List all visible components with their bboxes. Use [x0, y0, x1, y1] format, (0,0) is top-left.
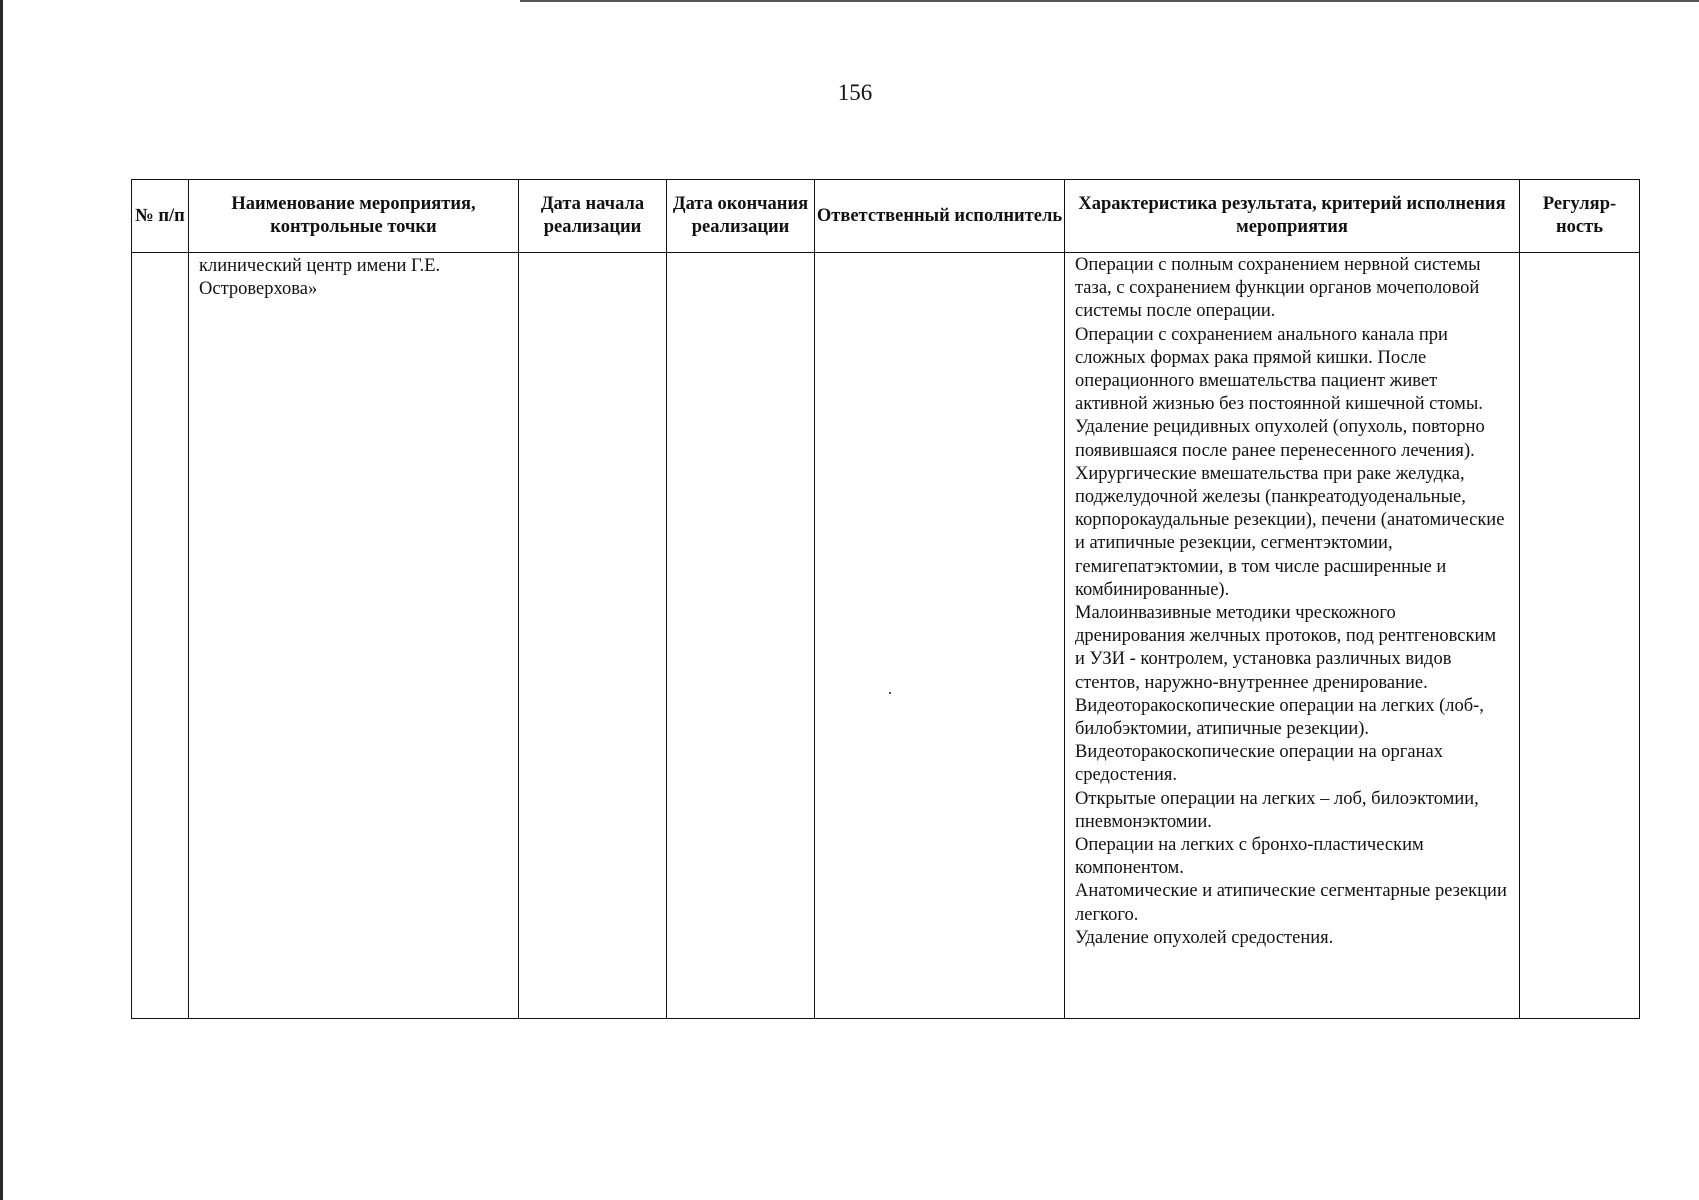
scan-edge-top: [520, 0, 1699, 2]
cell-start-date: [519, 253, 667, 1019]
header-start-date: Дата начала реализации: [519, 180, 667, 253]
result-item: Операции на легких с бронхо-пластическим компонентом.: [1075, 835, 1424, 879]
measures-table: [131, 179, 1640, 1019]
table-row: [132, 253, 1640, 1019]
result-item: Анатомические и атипические сегментарные резекции легкого.: [1075, 881, 1507, 925]
cell-number: [132, 253, 189, 1019]
scan-edge-left: [0, 0, 3, 1200]
result-item: Хирургические вмешательства при раке желудка, поджелудочной железы (панкреатодуоденальные, корпорокаудальные резекции), печени (анатомические и атипичные резекции, сегментэктомии, гемигепатэктомии, в том числе расширенные и комбинированные).: [1075, 463, 1505, 600]
result-item: Операции с сохранением анального канала при сложных формах рака прямой кишки. После операционного вмешательства пациент живет активной жизнью без постоянной кишечной стомы.: [1075, 324, 1483, 415]
result-item: Операции с полным сохранением нервной системы таза, с сохранением функции органов мочеполовой системы после операции.: [1075, 255, 1481, 322]
cell-result: [1065, 253, 1520, 1019]
header-executor: Ответственный исполнитель: [815, 180, 1065, 253]
result-item: Видеоторакоскопические операции на органах средостения.: [1075, 742, 1443, 786]
page-number: 156: [837, 80, 873, 105]
header-end-date: Дата окончания реализации: [667, 180, 815, 253]
cell-executor: [815, 253, 1065, 1019]
result-item: Удаление рецидивных опухолей (опухоль, повторно появившаяся после ранее перенесенного лечения).: [1075, 417, 1485, 461]
scan-speck: [889, 692, 891, 694]
header-result: Характеристика результата, критерий исполнения мероприятия: [1065, 180, 1520, 253]
header-regularity: Регуляр-ность: [1520, 180, 1640, 253]
cell-end-date: [667, 253, 815, 1019]
header-number: № п/п: [132, 180, 189, 253]
header-name: Наименование мероприятия, контрольные точки: [189, 180, 519, 253]
cell-regularity: [1520, 253, 1640, 1019]
result-item: Удаление опухолей средостения.: [1075, 927, 1334, 948]
result-item: Малоинвазивные методики чрескожного дренирования желчных протоков, под рентгеновским и УЗИ - контролем, установка различных видов стентов, наружно-внутреннее дренирование. Видеоторакоскопические операции на легких (лоб-, билобэктомии, атипичные резекции).: [1075, 603, 1497, 740]
result-item: Открытые операции на легких – лоб, билоэктомии, пневмонэктомии.: [1075, 788, 1479, 832]
cell-name: клинический центр имени Г.Е. Островерхова»: [189, 253, 519, 1019]
table-header-row: [132, 180, 1640, 253]
